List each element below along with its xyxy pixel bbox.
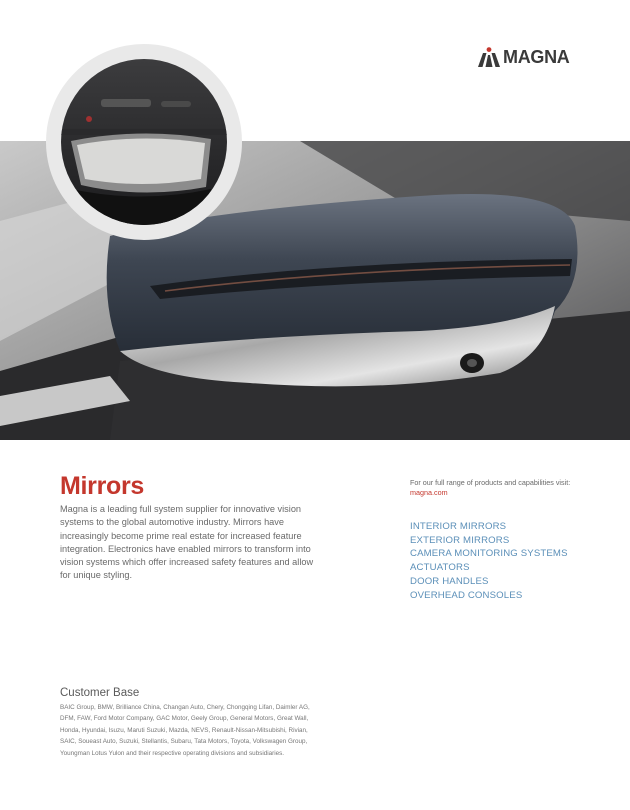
customer-base-heading: Customer Base [60, 687, 140, 699]
customer-base-list: BAIC Group, BMW, Brilliance China, Changan Auto, Chery, Chongqing Lifan, Daimler AG, DFM, FAW, Ford Motor Company, GAC Motor, Geely Group, General Motors, Great Wall, Honda, Hyundai, Isuzu, Maruti Suzuki, Mazda, NEVS, Renault-Nissan-Mitsubishi, Rivian, SAIC, Soueast Auto, Suzuki, Stellantis, Subaru, Tata Motors, Toyota, Volkswagen Group, Youngman Lotus Yulon and their respective operating divisions and subsidiaries. [60, 704, 310, 757]
magna-logo [478, 46, 570, 68]
page-title: Mirrors [60, 472, 145, 500]
link-actuators[interactable]: ACTUATORS [410, 562, 470, 574]
product-links-list [410, 520, 568, 602]
link-overhead-consoles[interactable]: OVERHEAD CONSOLES [410, 589, 523, 601]
link-exterior-mirrors[interactable]: EXTERIOR MIRRORS [410, 534, 510, 546]
link-interior-mirrors[interactable]: INTERIOR MIRRORS [410, 521, 507, 532]
intro-paragraph: Magna is a leading full system supplier for innovative vision systems to the global automotive industry. Mirrors have increasingly become prime real estate for increased feature integration. Electronics have enabled mirrors to transform into vision systems which offer increased safety features and allow for unique styling. [60, 504, 314, 581]
visit-info [410, 478, 580, 498]
link-camera-monitoring-systems[interactable]: CAMERA MONITORING SYSTEMS [410, 548, 568, 560]
visit-text: For our full range of products and capabilities visit: [410, 478, 571, 487]
magna-logo-mark-icon [478, 47, 500, 67]
magna-wordmark: MAGNA [503, 46, 570, 67]
interior-mirror-inset-image [46, 44, 242, 240]
magna-website-link[interactable]: magna.com [410, 488, 448, 497]
link-door-handles[interactable]: DOOR HANDLES [410, 575, 489, 587]
